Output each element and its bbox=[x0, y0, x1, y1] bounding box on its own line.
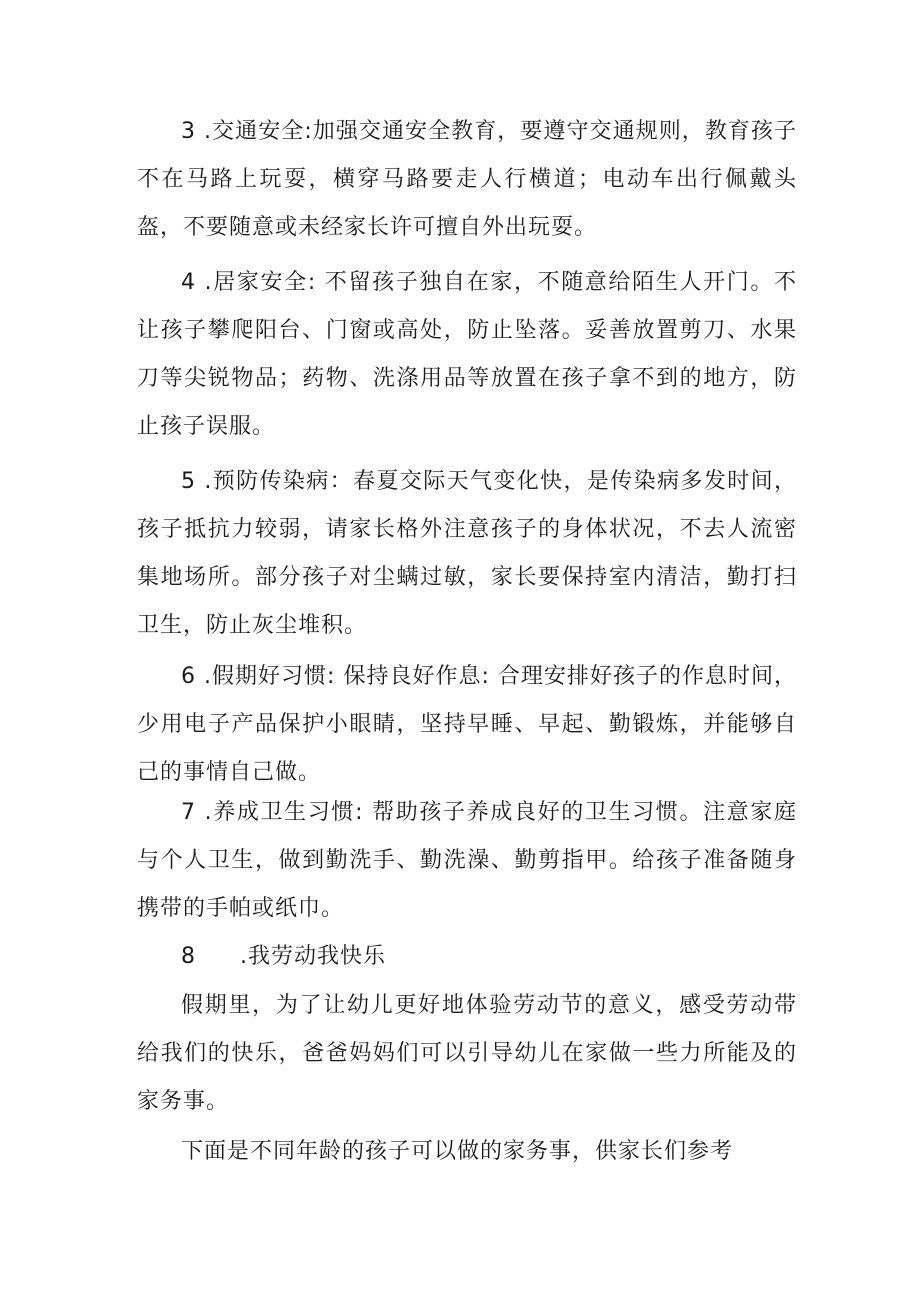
paragraph-traffic-safety: 3 .交通安全:加强交通安全教育，要遵守交通规则，教育孩子不在马路上玩耍，横穿马路要走人行横道；电动车出行佩戴头盔，不要随意或未经家长许可擅自外出玩耍。 bbox=[137, 119, 797, 240]
paragraph-chores-reference: 下面是不同年龄的孩子可以做的家务事，供家长们参考 bbox=[181, 1139, 734, 1164]
labor-heading-number: 8 bbox=[181, 944, 196, 969]
paragraph-good-habits: 6 .假期好习惯: 保持良好作息: 合理安排好孩子的作息时间，少用电子产品保护小眼睛，坚持早睡、早起、勤锻炼，并能够自己的事情自己做。 bbox=[137, 664, 797, 785]
paragraph-disease-prevention: 5 .预防传染病：春夏交际天气变化快，是传染病多发时间，孩子抵抗力较弱，请家长格外注意孩子的身体状况，不去人流密集地场所。部分孩子对尘螨过敏，家长要保持室内清洁，勤打扫卫生，防止灰尘堆积。 bbox=[137, 469, 797, 638]
paragraph-hygiene-habits: 7 .养成卫生习惯: 帮助孩子养成良好的卫生习惯。注意家庭与个人卫生，做到勤洗手、勤洗澡、勤剪指甲。给孩子准备随身携带的手帕或纸巾。 bbox=[137, 800, 797, 921]
labor-heading-text: .我劳动我快乐 bbox=[240, 944, 386, 969]
paragraph-home-safety: 4 .居家安全: 不留孩子独自在家，不随意给陌生人开门。不让孩子攀爬阳台、门窗或高处，防止坠落。妥善放置剪刀、水果刀等尖锐物品；药物、洗涤用品等放置在孩子拿不到的地方，防止孩子误服。 bbox=[137, 270, 797, 439]
paragraph-labor-heading bbox=[181, 933, 581, 981]
paragraph-labor-intro: 假期里，为了让幼儿更好地体验劳动节的意义，感受劳动带给我们的快乐，爸爸妈妈们可以引导幼儿在家做一些力所能及的家务事。 bbox=[137, 993, 797, 1114]
